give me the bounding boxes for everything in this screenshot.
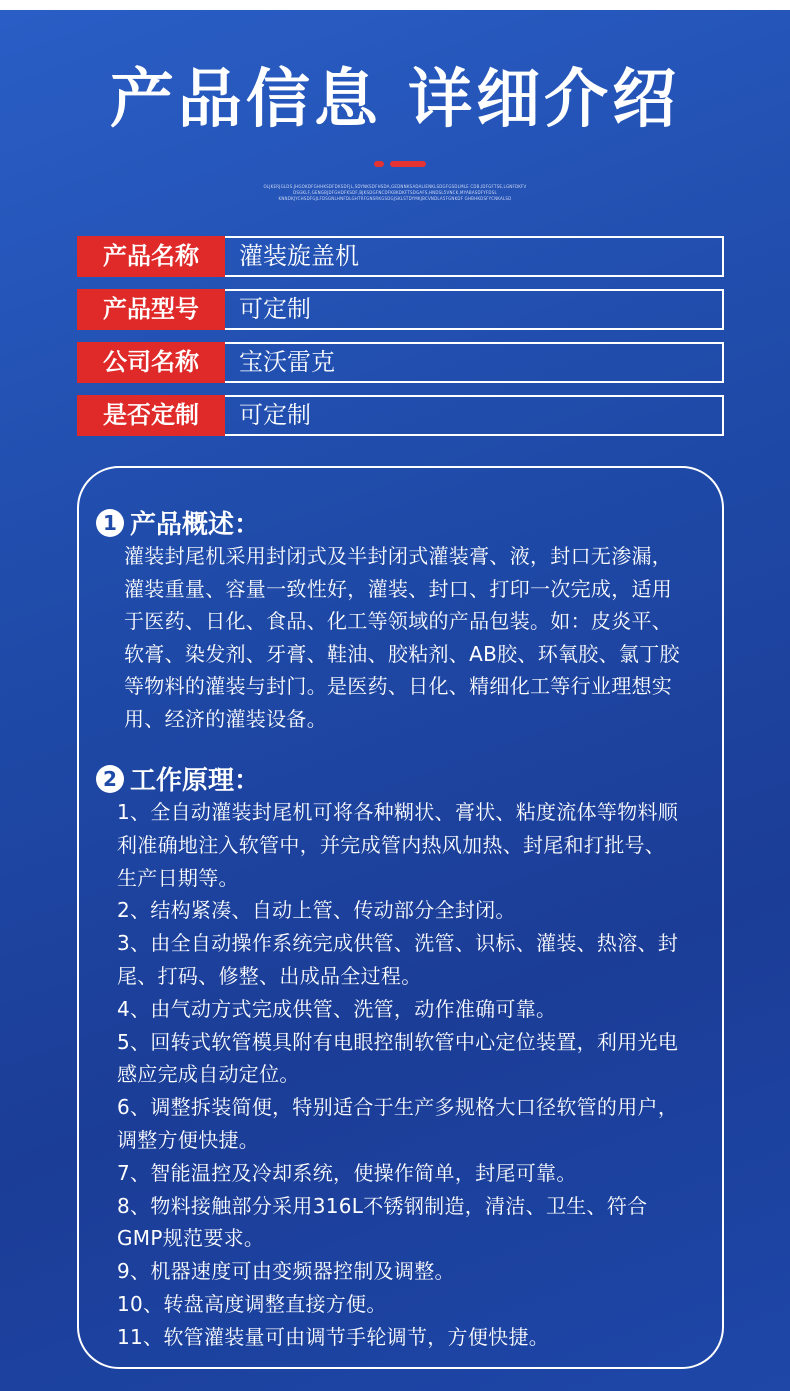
- list-item: 调整方便快捷。: [117, 1127, 260, 1152]
- overview-line: 软膏、染发剂、牙膏、鞋油、胶粘剂、AB胶、环氧胶、氯丁胶: [124, 641, 680, 666]
- list-item: 9、机器速度可由变频器控制及调整。: [117, 1259, 455, 1284]
- number-1-icon: 1: [96, 509, 124, 537]
- list-item: 11、软管灌装量可由调节手轮调节，方便快捷。: [117, 1324, 550, 1349]
- info-value: 可定制: [239, 295, 311, 323]
- overview-line: 灌装封尾机采用封闭式及半封闭式灌装膏、液，封口无渗漏，: [124, 544, 673, 568]
- overview-line: 灌装重量、容量一致性好，灌装、封口、打印一次完成，适用: [124, 576, 673, 601]
- list-item: 7、智能温控及冷却系统，使操作简单，封尾可靠。: [117, 1160, 577, 1185]
- decorative-subtext: OLJKERJGLDS.JHGOKDFGHHKSDFDKSDFJL,SDYNKSDFHSDA,GEDNNKSADALIENKLSDGFGSDLMLE CDB,IDFGFTSE,LGNFDKFV DSGKLF,GENGBJDFGHDFKSDF,BJKSDGFNCDFKBKDKFTSDGAFS,HNDSL5VNCK,MYABASDFYFDSL KNNDKJYCHSDFGJLFDSGNLHNFDLGHTRFGNSRKGSDGJSKLSTDYMKJBCVNDLA5FGNKDF GHBHKDSFYCNKALSD: [263, 184, 527, 201]
- decoration-dot: [374, 161, 384, 167]
- section-heading-text: 产品概述：: [130, 510, 261, 540]
- list-item: 6、调整拆装简便，特别适合于生产多规格大口径软管的用户，: [117, 1095, 679, 1120]
- overview-line: 等物料的灌装与封门。是医药、日化、精细化工等行业理想实: [124, 674, 673, 698]
- overview-paragraph: [124, 540, 722, 735]
- list-item: 1、全自动灌装封尾机可将各种糊状、膏状、粘度流体等物料顺: [117, 800, 679, 824]
- info-label: 是否定制: [77, 395, 225, 436]
- page-title: 产品信息 详细介绍: [109, 63, 681, 137]
- info-row-product-model: [77, 289, 724, 330]
- list-item: 2、结构紧凑、自动上管、传动部分全封闭。: [117, 898, 516, 923]
- list-item: 利准确地注入软管中，并完成管内热风加热、封尾和打批号、: [117, 832, 666, 857]
- list-item: 生产日期等。: [117, 865, 239, 890]
- info-row-product-name: [77, 236, 724, 277]
- section-heading-overview: [96, 504, 260, 541]
- list-item: 10、转盘高度调整直接方便。: [117, 1291, 387, 1316]
- info-value: 宝沃雷克: [239, 348, 335, 376]
- overview-line: 用、经济的灌装设备。: [124, 706, 327, 731]
- list-item: 感应完成自动定位。: [117, 1062, 300, 1087]
- description-panel: [77, 466, 724, 1369]
- list-item: 3、由全自动操作系统完成供管、洗管、识标、灌装、热溶、封: [117, 931, 679, 956]
- decoration-bar: [390, 161, 426, 167]
- info-label: 产品名称: [77, 236, 225, 277]
- product-info-table: [77, 236, 724, 448]
- section-heading-principle: [96, 760, 260, 797]
- top-strip: [0, 0, 790, 10]
- number-2-icon: 2: [96, 765, 124, 793]
- overview-line: 于医药、日化、食品、化工等领域的产品包装。如：皮炎平、: [124, 609, 673, 633]
- info-label: 公司名称: [77, 342, 225, 383]
- list-item: 尾、打码、修整、出成品全过程。: [117, 963, 422, 988]
- list-item: 4、由气动方式完成供管、洗管，动作准确可靠。: [117, 996, 557, 1021]
- info-label: 产品型号: [77, 289, 225, 330]
- info-value: 可定制: [239, 401, 311, 429]
- info-row-customizable: [77, 395, 724, 436]
- title-decoration: [374, 161, 426, 167]
- info-row-company-name: [77, 342, 724, 383]
- list-item: GMP规范要求。: [117, 1226, 265, 1251]
- info-value: 灌装旋盖机: [239, 242, 359, 270]
- section-heading-text: 工作原理：: [130, 766, 261, 796]
- list-item: 8、物料接触部分采用316L不锈钢制造，清洁、卫生、符合: [117, 1193, 648, 1218]
- list-item: 5、回转式软管模具附有电眼控制软管中心定位装置，利用光电: [117, 1029, 679, 1054]
- principle-list: [117, 796, 717, 1354]
